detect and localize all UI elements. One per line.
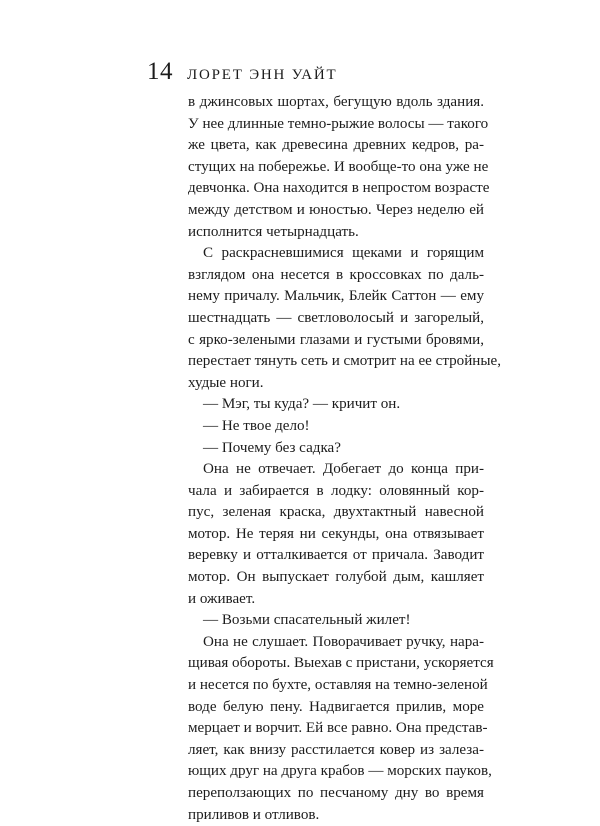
text-line: пус, зеленая краска, двухтактный навесной — [188, 504, 484, 521]
text-line: ляет, как внизу расстилается ковер из залеза- — [188, 741, 484, 758]
body-text — [188, 92, 501, 826]
text-line: — Не твое дело! — [203, 417, 310, 434]
text-line: веревку и отталкивается от причала. Заводит — [188, 547, 484, 564]
text-line: нему причалу. Мальчик, Блейк Саттон — ему — [188, 288, 484, 305]
text-line: — Мэг, ты куда? — кричит он. — [203, 396, 401, 413]
text-line: щивая обороты. Выехав с пристани, ускоряется — [188, 655, 494, 672]
page-number: 14 — [147, 58, 173, 85]
text-line: ющих друг на друга крабов — морских пауков, — [188, 763, 492, 780]
text-line: худые ноги. — [188, 374, 264, 391]
text-line: воде белую пену. Надвигается прилив, море — [188, 698, 484, 715]
text-line: шестнадцать — светловолосый и загорелый, — [188, 309, 484, 326]
running-head — [147, 58, 338, 88]
text-line: стущих на побережье. И вообще-то она уже не — [188, 158, 489, 175]
text-line: Она не отвечает. Добегает до конца при- — [203, 461, 484, 478]
text-line: же цвета, как древесина древних кедров, ра- — [188, 137, 484, 154]
text-line: перестает тянуть сеть и смотрит на ее стройные, — [188, 353, 501, 370]
text-line: взглядом она несется в кроссовках по даль- — [188, 266, 484, 283]
text-line: мотор. Он выпускает голубой дым, кашляет — [188, 569, 484, 586]
running-head-author: ЛОРЕТ ЭНН УАЙТ — [187, 67, 338, 83]
text-line: У нее длинные темно-рыжие волосы — такого — [188, 115, 489, 132]
text-line: переползающих по песчаному дну во время — [188, 785, 484, 801]
text-line: исполнится четырнадцать. — [188, 223, 359, 240]
text-line: и несется по бухте, оставляя на темно-зеленой — [188, 677, 488, 694]
text-line: в джинсовых шортах, бегущую вдоль здания. — [188, 94, 484, 110]
text-line: мерцает и ворчит. Ей все равно. Она представ- — [188, 720, 488, 737]
text-line: мотор. Не теряя ни секунды, она отвязывает — [188, 525, 484, 542]
text-line: с ярко-зелеными глазами и густыми бровями, — [188, 331, 484, 348]
text-line: между детством и юностью. Через неделю ей — [188, 201, 484, 218]
text-line: и оживает. — [188, 590, 256, 607]
text-line: — Возьми спасательный жилет! — [203, 612, 411, 629]
text-line: девчонка. Она находится в непростом возрасте — [188, 180, 490, 197]
text-line: чала и забирается в лодку: оловянный кор- — [188, 482, 484, 499]
text-line: приливов и отливов. — [188, 806, 320, 823]
text-line: — Почему без садка? — [203, 439, 341, 456]
text-line: С раскрасневшимися щеками и горящим — [203, 245, 484, 262]
text-line: Она не слушает. Поворачивает ручку, нара- — [203, 633, 484, 650]
